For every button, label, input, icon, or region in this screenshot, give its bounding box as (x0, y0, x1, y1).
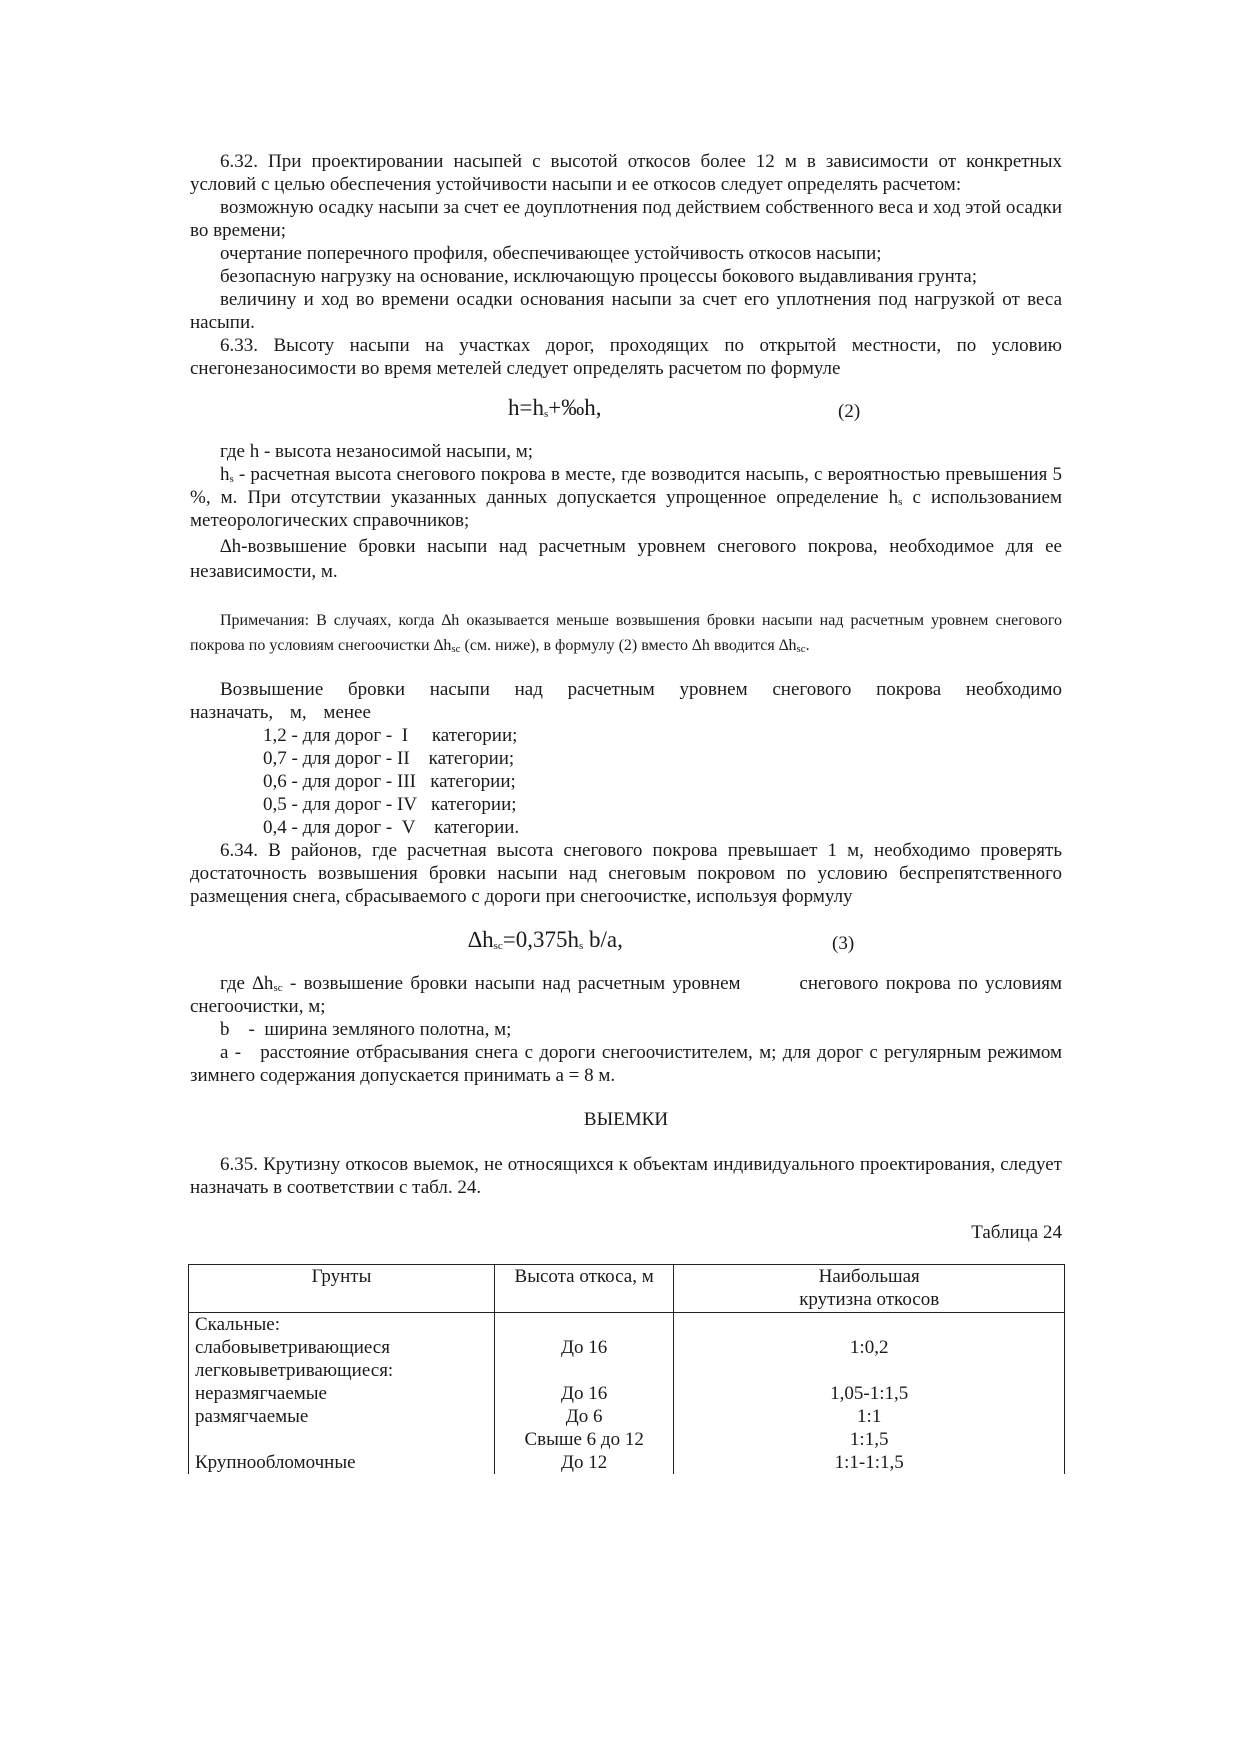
table-row (189, 1405, 1065, 1428)
column-header: Грунты (189, 1265, 495, 1313)
paragraph-6-34: 6.34. В районов, где расчетная высота снегового покрова превышает 1 м, необходимо проверять достаточность возвышения бровки насыпи над снеговым покровом по условию беспрепятственного размещения снега, сбрасываемого с дороги при снегоочистке, используя формулу (190, 840, 1062, 907)
table-row (189, 1382, 1065, 1405)
table-cell: 1,05-1:1,5 (674, 1382, 1065, 1405)
page-content (190, 150, 1067, 1474)
definition-dhsc: где $\Delta h_{sc}$ - возвышение бровки насыпи над расчетным уровнем снегового покрова по условиям снегоочистки, м; (190, 973, 1067, 1017)
table-cell: До 12 (494, 1451, 673, 1474)
formula-expression: $h=h_s+‰h$, (508, 395, 602, 420)
table-cell (674, 1359, 1065, 1382)
table-cell: неразмягчаемые (189, 1382, 495, 1405)
table-cell (494, 1359, 673, 1382)
table-cell: До 6 (494, 1405, 673, 1428)
table-cell: 1:1 (674, 1405, 1065, 1428)
table-row (189, 1313, 1065, 1337)
table-cell: 1:0,2 (674, 1336, 1065, 1359)
formula-2 (190, 394, 1062, 424)
table-cell: Скальные: (189, 1313, 495, 1337)
paragraph-6-33: 6.33. Высоту насыпи на участках дорог, проходящих по открытой местности, по условию снегонезаносимости во время метелей следует определять расчетом по формуле (190, 335, 1062, 379)
section-title: ВЫЕМКИ (583, 1109, 669, 1130)
definition-a: а - расстояние отбрасывания снега с дороги снегоочистителем, м; для дорог с регулярным режимом зимнего содержания допускается принимать а = 8 м. (190, 1042, 1067, 1086)
paragraph-6-32: 6.32. При проектировании насыпей с высотой откосов более 12 м в зависимости от конкретных условий с целью обеспечения устойчивости насыпи и ее откосов следует определять расчетом: (190, 151, 1062, 195)
formula-expression: $\Delta h_{sc}=0,375h_s$ b/a, (468, 927, 623, 952)
note-block: Примечания: В случаях, когда ∆h оказывается меньше возвышения бровки насыпи над расчетным уровнем снегового покрова по условиям снегоочистки $\Delta h_{sc}$ (см. ниже), в формулу (2) вместо ∆h вводится $\Delta h_{sc}$. (190, 612, 1062, 655)
table-row (189, 1359, 1065, 1382)
column-header: Наибольшая крутизна откосов (674, 1265, 1065, 1313)
table-cell: размягчаемые (189, 1405, 495, 1428)
paragraph-6-35: 6.35. Крутизну откосов выемок, не относящихся к объектам индивидуального проектирования, следует назначать в соответствии с табл. 24. (190, 1154, 1062, 1198)
list-item: 0,4 - для дорог - V категории. (263, 817, 520, 838)
table-cell: Крупнообломочные (189, 1451, 495, 1474)
list-item: величину и ход во времени осадки основания насыпи за счет его уплотнения под нагрузкой от веса насыпи. (190, 289, 1062, 333)
table-row (189, 1428, 1065, 1451)
list-item: 1,2 - для дорог - I категории; (263, 725, 518, 746)
table-cell: До 16 (494, 1382, 673, 1405)
table-row (189, 1336, 1065, 1359)
table-cell: До 16 (494, 1336, 673, 1359)
table-cell: 1:1-1:1,5 (674, 1451, 1065, 1474)
list-item: очертание поперечного профиля, обеспечивающее устойчивость откосов насыпи; (220, 243, 882, 264)
table-cell (674, 1313, 1065, 1337)
definition-b: b - ширина земляного полотна, м; (220, 1019, 512, 1040)
formula-number: (3) (832, 933, 855, 954)
list-item: 0,5 - для дорог - IV категории; (263, 794, 517, 815)
table-cell: слабовыветривающиеся (189, 1336, 495, 1359)
table-cell: Свыше 6 до 12 (494, 1428, 673, 1451)
table-cell: легковыветривающиеся: (189, 1359, 495, 1382)
table-row (189, 1451, 1065, 1474)
list-item: 0,7 - для дорог - II категории; (263, 748, 515, 769)
table-24 (188, 1264, 1065, 1474)
table-cell: 1:1,5 (674, 1428, 1065, 1451)
table-header-row (189, 1265, 1065, 1313)
definition-h: где h - высота незаносимой насыпи, м; (220, 441, 534, 462)
table-cell (189, 1428, 495, 1451)
table-cell (494, 1313, 673, 1337)
list-item: возможную осадку насыпи за счет ее доуплотнения под действием собственного веса и ход этой осадки во времени; (190, 197, 1062, 241)
formula-3 (190, 926, 1062, 956)
elevation-paragraph: Возвышение бровки насыпи над расчетным уровнем снегового покрова необходимо назначать, м, менее (190, 679, 1062, 723)
list-item: безопасную нагрузку на основание, исключающую процессы бокового выдавливания грунта; (220, 266, 977, 287)
formula-number: (2) (838, 401, 861, 422)
list-item: 0,6 - для дорог - III категории; (263, 771, 516, 792)
column-header: Высота откоса, м (494, 1265, 673, 1313)
definition-hs: $h_s$ - расчетная высота снегового покрова в месте, где возводится насыпь, с вероятностью превышения 5 %, м. При отсутствии указанных данных допускается упрощенное определение $h_s$ с использованием метеорологических справочников; (190, 464, 1062, 531)
table-caption: Таблица 24 (971, 1222, 1062, 1243)
definition-dh: ∆h-возвышение бровки насыпи над расчетным уровнем снегового покрова, необходимое для ее независимости, м. (190, 536, 1062, 582)
